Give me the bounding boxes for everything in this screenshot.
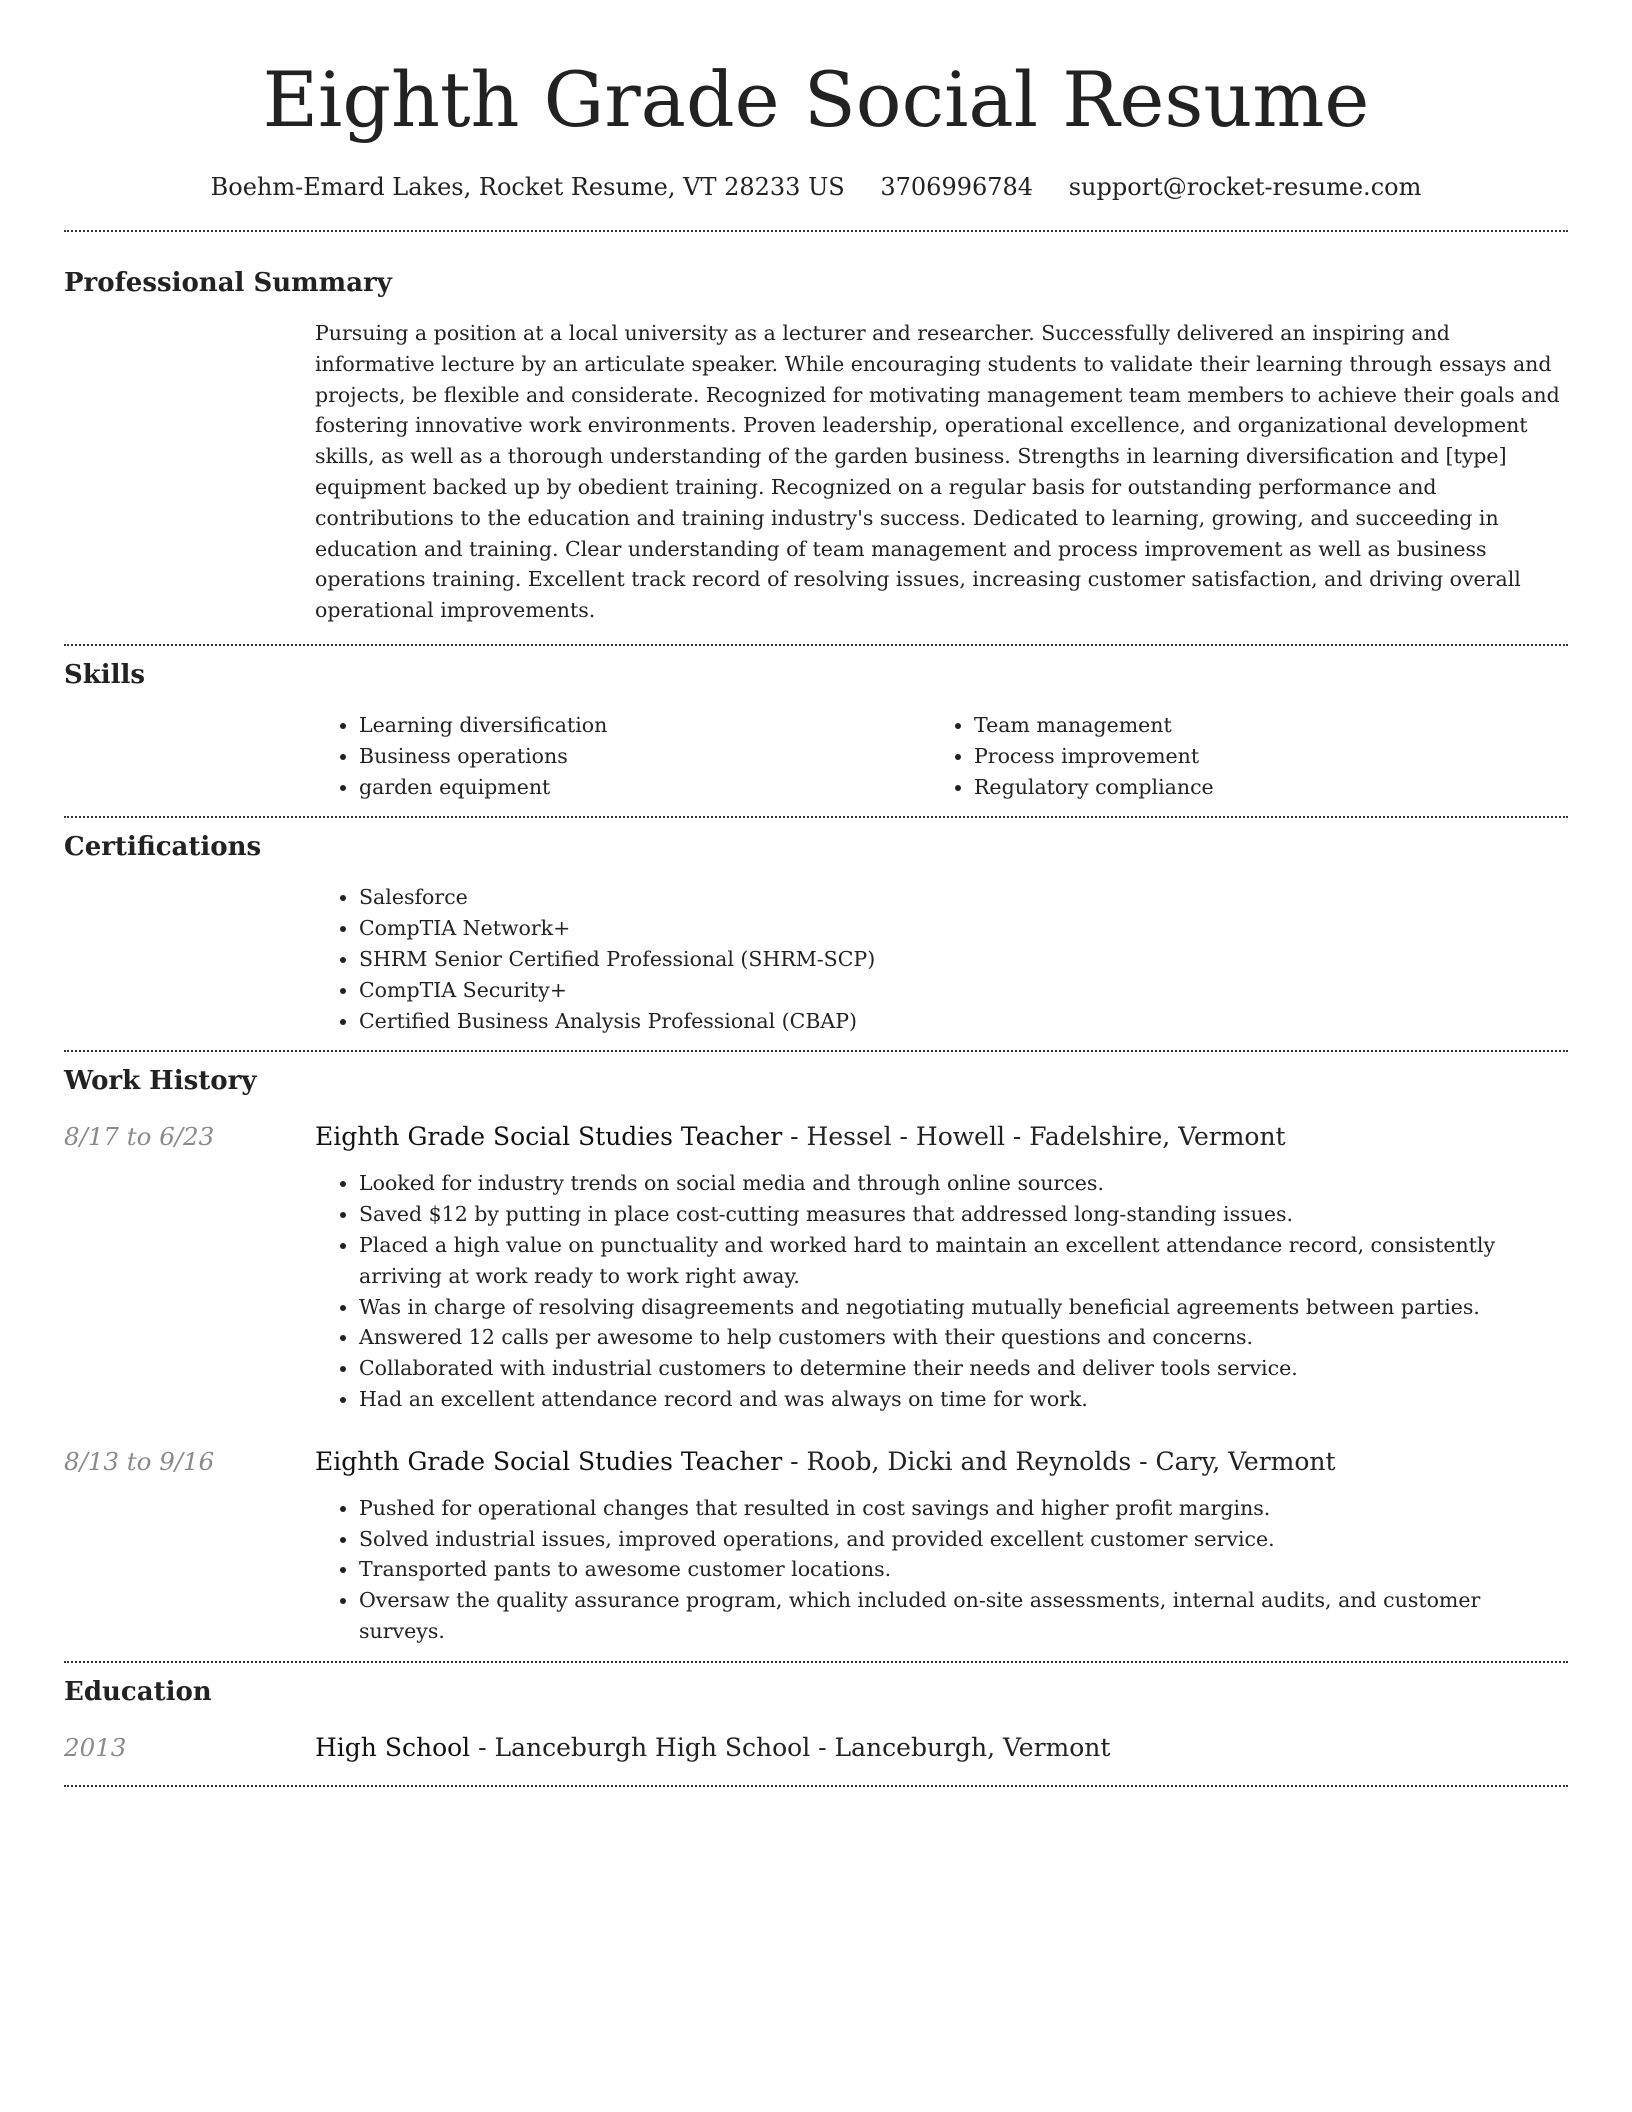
education-entry	[64, 1731, 1568, 1765]
skills-list-left	[315, 710, 930, 802]
skills-section	[64, 658, 1568, 802]
job-entry	[64, 1120, 1568, 1414]
job-bullet: • Answered 12 calls per awesome to help customers with their questions and concerns.	[359, 1322, 1568, 1353]
divider	[64, 1661, 1568, 1663]
job-bullet: • Transported pants to awesome customer locations.	[359, 1554, 1568, 1585]
resume-page	[64, 0, 1568, 1787]
job-bullet: • Collaborated with industrial customers to determine their needs and deliver tools service.	[359, 1353, 1568, 1384]
contact-line	[64, 170, 1568, 204]
certification-item: • Certified Business Analysis Professional (CBAP)	[359, 1006, 1568, 1037]
job-title: Eighth Grade Social Studies Teacher	[315, 1446, 783, 1476]
skills-list-right	[930, 710, 1545, 802]
skill-item: • Regulatory compliance	[974, 772, 1545, 803]
divider	[64, 644, 1568, 646]
job-bullet: • Was in charge of resolving disagreements and negotiating mutually beneficial agreements between parties.	[359, 1292, 1568, 1323]
job-dates: 8/13 to 9/16	[64, 1446, 215, 1476]
summary-text: Pursuing a position at a local university as a lecturer and researcher. Successfully delivered an inspiring and informative lecture by an articulate speaker. While encouraging students to validate their learning through essays and projects, be flexible and considerate. Recognized for motivating management team members to achieve their goals and fostering innovative work environments. Proven leadership, operational excellence, and organizational development skills, as well as a thorough understanding of the garden business. Strengths in learning diversification and [type] equipment backed up by obedient training. Recognized on a regular basis for outstanding performance and contributions to the education and training industry's success. Dedicated to learning, growing, and succeeding in education and training. Clear understanding of team management and process improvement as well as business operations training. Excellent track record of resolving issues, increasing customer satisfaction, and driving overall operational improvements.	[315, 321, 1560, 623]
job-bullet: • Solved industrial issues, improved operations, and provided excellent customer service.	[359, 1524, 1568, 1555]
resume-name: Eighth Grade Social Resume	[262, 55, 1370, 144]
job-title: Eighth Grade Social Studies Teacher	[315, 1122, 783, 1152]
section-heading-work-history: Work History	[64, 1066, 257, 1097]
certification-item: • CompTIA Network+	[359, 913, 1568, 944]
job-employer: - Roob, Dicki and Reynolds - Cary, Vermont	[782, 1446, 1336, 1476]
section-heading-skills: Skills	[64, 659, 146, 690]
divider	[64, 816, 1568, 818]
job-entry	[64, 1445, 1568, 1647]
divider	[64, 230, 1568, 232]
education-heading	[315, 1731, 1110, 1765]
section-heading-education: Education	[64, 1676, 212, 1707]
job-bullets	[315, 1168, 1568, 1414]
job-bullet: • Saved $12 by putting in place cost-cutting measures that addressed long-standing issues.	[359, 1199, 1568, 1230]
work-history-section	[64, 1064, 1568, 1646]
job-bullet: • Pushed for operational changes that resulted in cost savings and higher profit margins.	[359, 1493, 1568, 1524]
education-year: 2013	[64, 1732, 127, 1762]
education-school: - Lanceburgh High School - Lanceburgh, Vermont	[470, 1732, 1111, 1762]
skill-item: • Team management	[974, 710, 1545, 741]
job-heading	[315, 1120, 1286, 1154]
job-dates: 8/17 to 6/23	[64, 1122, 215, 1152]
professional-summary-section	[64, 266, 1568, 626]
job-bullet: • Had an excellent attendance record and was always on time for work.	[359, 1384, 1568, 1415]
education-section	[64, 1675, 1568, 1765]
section-heading-summary: Professional Summary	[64, 268, 392, 298]
job-bullet: • Looked for industry trends on social media and through online sources.	[359, 1168, 1568, 1199]
divider	[64, 1050, 1568, 1052]
contact-address: Boehm-Emard Lakes, Rocket Resume, VT 28233 US	[210, 173, 845, 201]
skill-item: • Process improvement	[974, 741, 1545, 772]
certification-item: • Salesforce	[359, 882, 1568, 913]
skill-item: • Business operations	[359, 741, 930, 772]
job-employer: - Hessel - Howell - Fadelshire, Vermont	[782, 1122, 1286, 1152]
section-heading-certifications: Certifications	[64, 832, 262, 863]
certifications-section	[64, 830, 1568, 1036]
job-heading	[315, 1445, 1336, 1479]
education-degree: High School	[315, 1732, 471, 1762]
job-bullet: • Placed a high value on punctuality and worked hard to maintain an excellent attendance record, consistently arriving at work ready to work right away.	[359, 1230, 1568, 1292]
divider	[64, 1785, 1568, 1787]
job-bullets	[315, 1493, 1568, 1647]
job-bullet: • Oversaw the quality assurance program, which included on-site assessments, internal audits, and customer surveys.	[359, 1585, 1568, 1647]
contact-email: support@rocket-resume.com	[1068, 173, 1422, 201]
certifications-list	[315, 882, 1568, 1036]
certification-item: • SHRM Senior Certified Professional (SHRM-SCP)	[359, 944, 1568, 975]
skill-item: • garden equipment	[359, 772, 930, 803]
contact-phone: 3706996784	[880, 173, 1034, 201]
certification-item: • CompTIA Security+	[359, 975, 1568, 1006]
skill-item: • Learning diversification	[359, 710, 930, 741]
